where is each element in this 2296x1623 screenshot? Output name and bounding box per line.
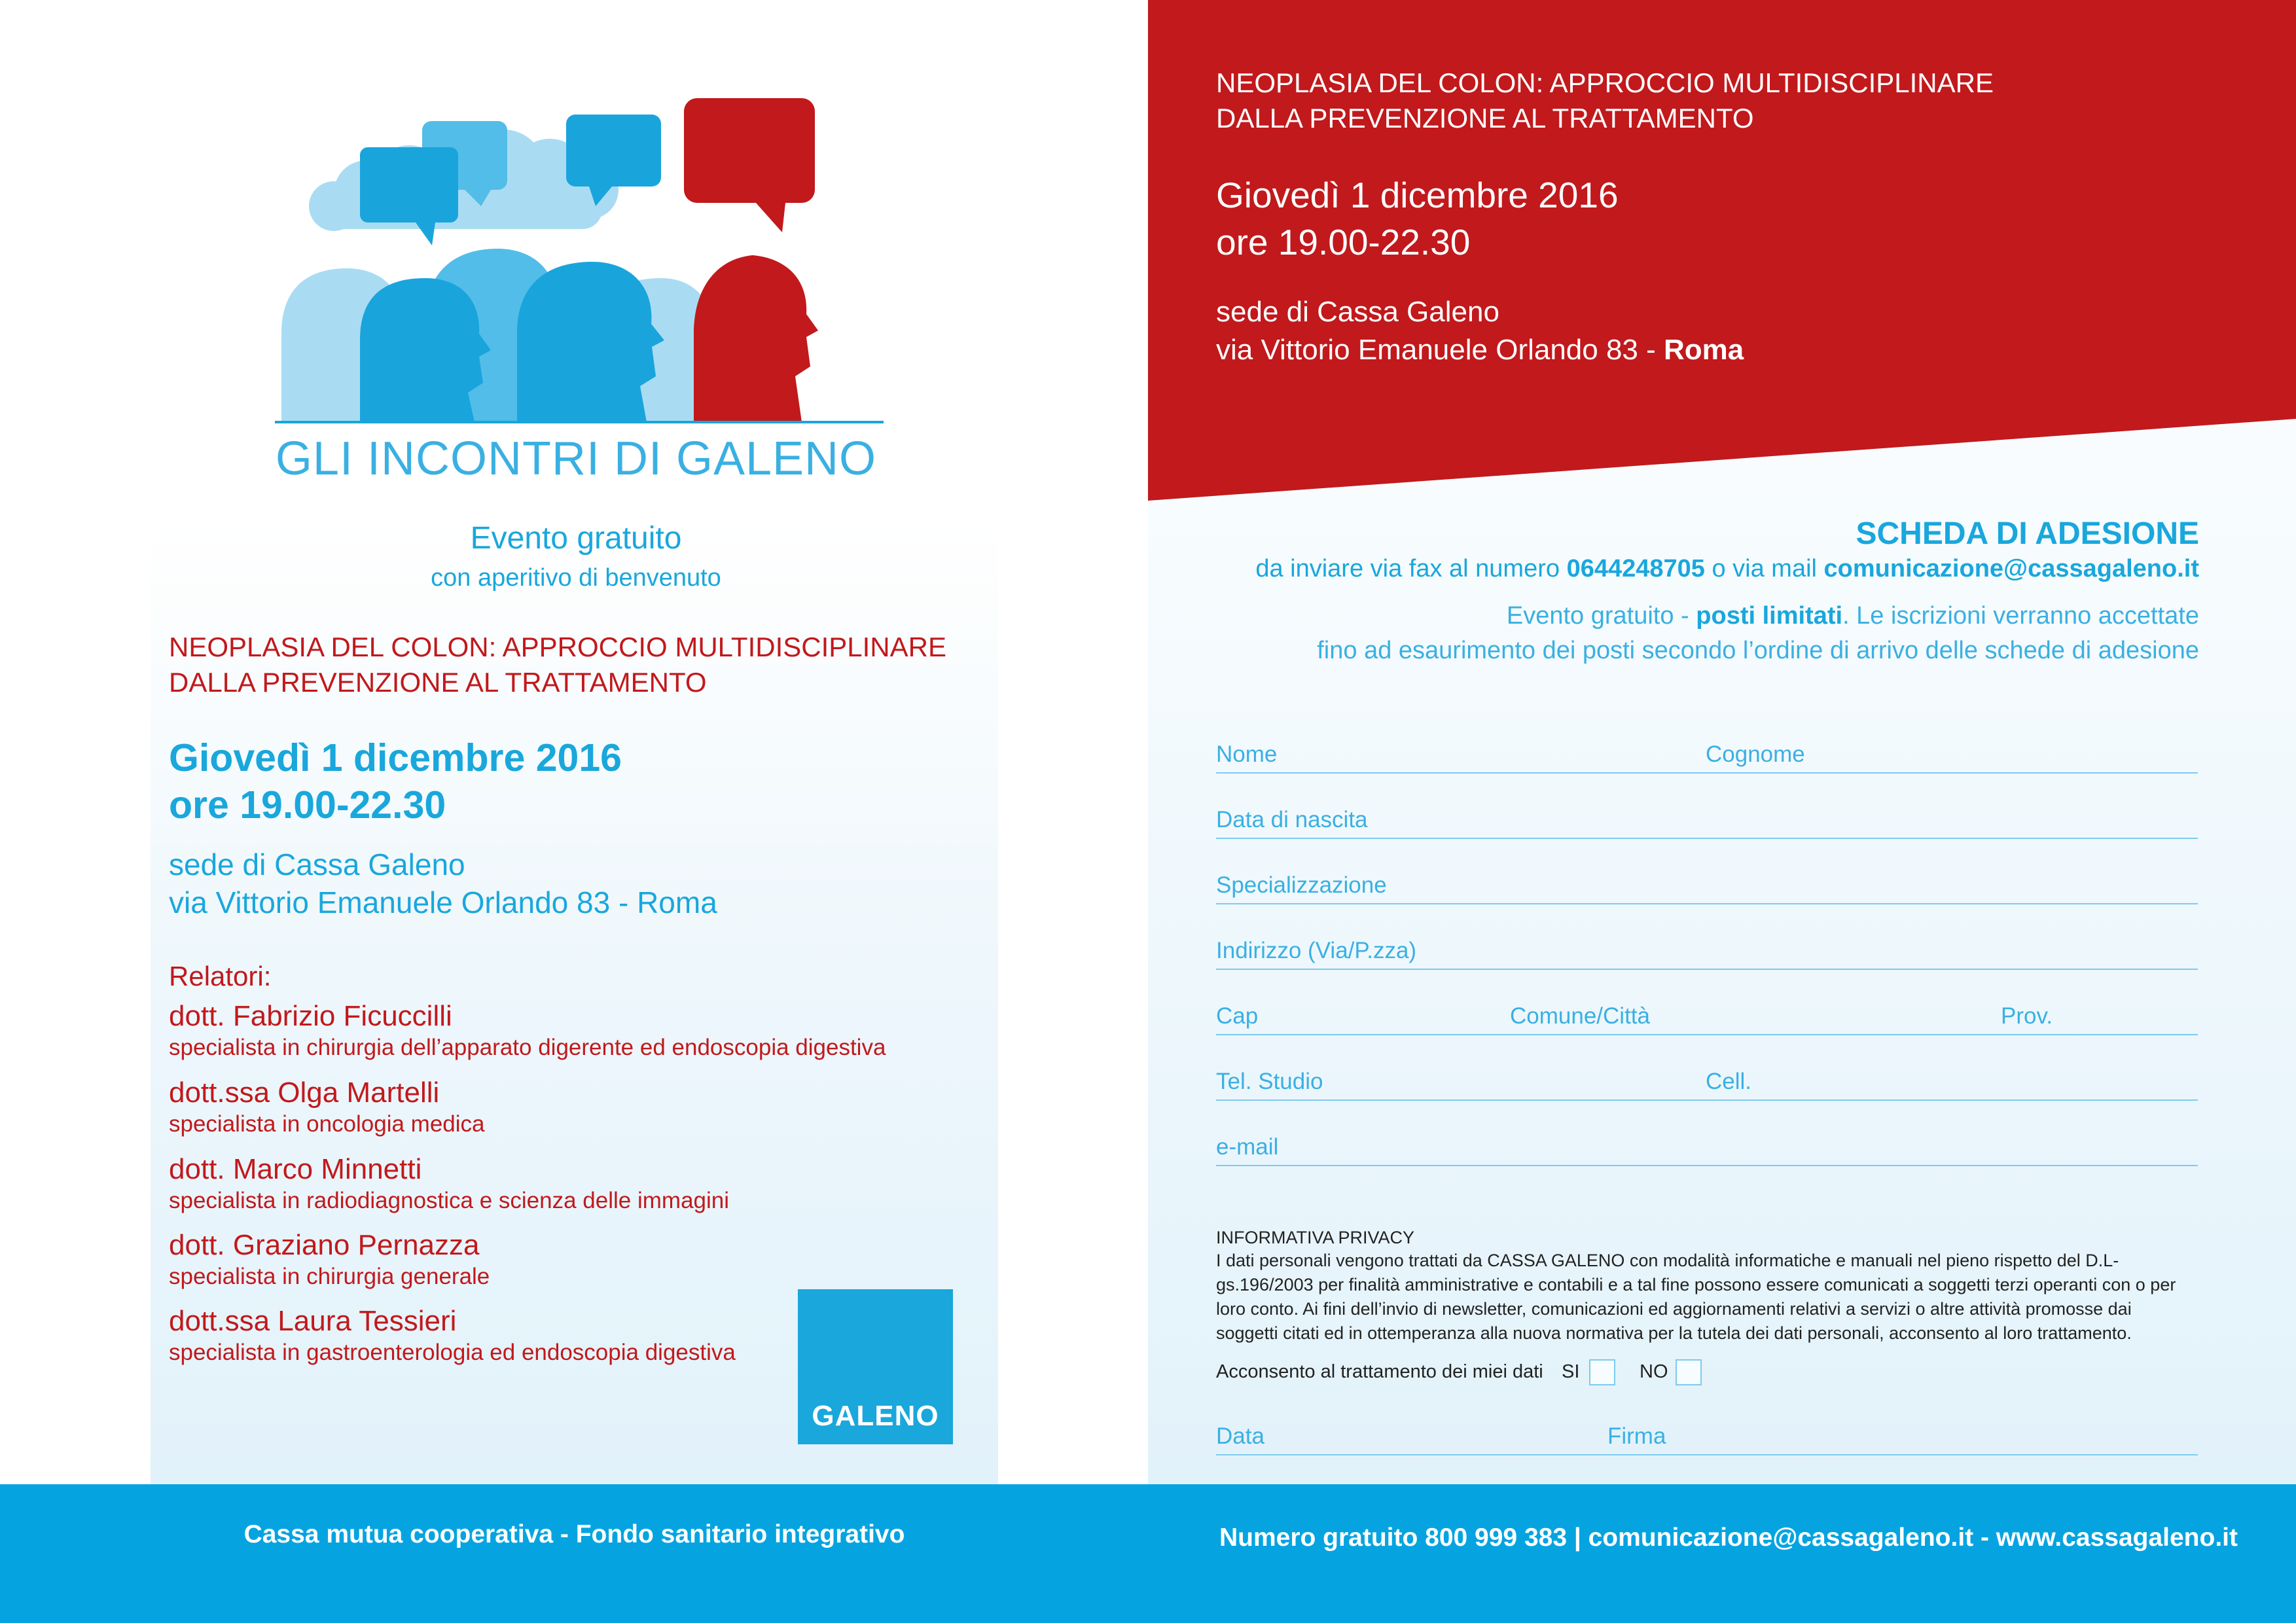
- field-label-indirizzo: Indirizzo (Via/P.zza): [1216, 938, 1417, 963]
- field-label-data: Data: [1216, 1423, 1265, 1449]
- footer-contacts: Numero gratuito 800 999 383 | comunicazione@cassagaleno.it - www.cassagaleno.it: [1219, 1524, 2238, 1552]
- speaker-specialty: specialista in radiodiagnostica e scienza delle immagini: [169, 1188, 730, 1213]
- speakers-heading: Relatori:: [169, 961, 272, 991]
- field-label-firma: Firma: [1607, 1423, 1666, 1449]
- fax-number: 0644248705: [1566, 555, 1705, 582]
- banner-venue-address: via Vittorio Emanuele Orlando 83 -: [1216, 334, 1664, 366]
- field-label-data-nascita: Data di nascita: [1216, 807, 1368, 832]
- speaker-name: dott. Marco Minnetti: [169, 1153, 422, 1185]
- footer-tagline: Cassa mutua cooperativa - Fondo sanitario integrativo: [243, 1520, 905, 1548]
- send-prefix: da inviare via fax al numero: [1255, 555, 1567, 582]
- speaker-specialty: specialista in chirurgia generale: [169, 1264, 490, 1289]
- consent-label: Acconsento al trattamento dei miei dati: [1216, 1361, 1543, 1382]
- event-title-line2: DALLA PREVENZIONE AL TRATTAMENTO: [169, 667, 707, 698]
- form-email-link[interactable]: comunicazione@cassagaleno.it: [1823, 555, 2199, 582]
- consent-yes-checkbox[interactable]: [1589, 1359, 1615, 1385]
- speaker-item: [169, 1228, 490, 1291]
- speaker-item: [169, 1075, 485, 1138]
- banner-venue-line2: [1216, 331, 1744, 369]
- banner-time-line: ore 19.00-22.30: [1216, 222, 1471, 262]
- event-date: [169, 734, 622, 829]
- note-suffix: . Le iscrizioni verranno accettate: [1842, 602, 2199, 630]
- galeno-logo-text: GALENO: [812, 1400, 939, 1432]
- event-title: [169, 630, 994, 700]
- venue-line1: sede di Cassa Galeno: [169, 847, 465, 882]
- galeno-logo: [798, 1289, 953, 1444]
- speaker-item: [169, 1152, 729, 1215]
- speaker-item: [169, 999, 886, 1061]
- people-heads-icon: [275, 249, 884, 422]
- field-label-cognome: Cognome: [1706, 741, 1805, 767]
- speaker-name: dott.ssa Olga Martelli: [169, 1077, 440, 1109]
- footer-bar: [0, 1484, 2296, 1623]
- field-label-cell: Cell.: [1706, 1069, 1752, 1094]
- specialization-input-line[interactable]: [1216, 903, 2198, 904]
- free-event-label: Evento gratuito: [470, 521, 682, 556]
- phone-input-line[interactable]: [1216, 1099, 2198, 1101]
- field-label-specializzazione: Specializzazione: [1216, 872, 1387, 898]
- banner-venue-city: Roma: [1664, 334, 1744, 366]
- event-time-line: ore 19.00-22.30: [169, 783, 446, 827]
- banner-title-line1: NEOPLASIA DEL COLON: APPROCCIO MULTIDISCIPLINARE: [1216, 67, 1994, 98]
- event-title-line1: NEOPLASIA DEL COLON: APPROCCIO MULTIDISCIPLINARE: [169, 632, 946, 662]
- incontri-logo-illustration: [268, 92, 890, 432]
- banner-date: [1216, 171, 1619, 266]
- speaker-specialty: specialista in oncologia medica: [169, 1111, 485, 1137]
- form-note-line2: fino ad esaurimento dei posti secondo l’ordine di arrivo delle schede di adesione: [1317, 637, 2199, 664]
- form-title: SCHEDA DI ADESIONE: [1856, 516, 2199, 551]
- form-note-line1: [1507, 602, 2199, 630]
- note-prefix: Evento gratuito -: [1506, 602, 1696, 630]
- consent-yes-label: SI: [1562, 1361, 1580, 1382]
- birthdate-input-line[interactable]: [1216, 838, 2198, 839]
- speaker-name: dott.ssa Laura Tessieri: [169, 1305, 457, 1337]
- aperitivo-label: con aperitivo di benvenuto: [431, 564, 721, 592]
- field-label-cap: Cap: [1216, 1003, 1259, 1029]
- speaker-specialty: specialista in gastroenterologia ed endoscopia digestiva: [169, 1340, 736, 1365]
- city-input-line[interactable]: [1216, 1034, 2198, 1035]
- send-mid: o via mail: [1704, 555, 1824, 582]
- banner-venue-line1: sede di Cassa Galeno: [1216, 296, 1499, 328]
- speaker-item: [169, 1304, 736, 1366]
- banner-date-line1: Giovedì 1 dicembre 2016: [1216, 175, 1619, 215]
- privacy-heading: INFORMATIVA PRIVACY: [1216, 1228, 1415, 1247]
- banner-title: [1216, 65, 1994, 136]
- speaker-name: dott. Graziano Pernazza: [169, 1229, 480, 1261]
- banner-venue: [1216, 293, 1744, 369]
- field-label-comune: Comune/Città: [1510, 1003, 1650, 1029]
- field-label-tel-studio: Tel. Studio: [1216, 1069, 1323, 1094]
- field-label-nome: Nome: [1216, 741, 1278, 767]
- name-input-line[interactable]: [1216, 772, 2198, 774]
- consent-no-checkbox[interactable]: [1676, 1359, 1702, 1385]
- address-input-line[interactable]: [1216, 969, 2198, 970]
- limited-seats: posti limitati: [1696, 602, 1843, 630]
- venue-line2: via Vittorio Emanuele Orlando 83 - Roma: [169, 885, 717, 919]
- logo-title: GLI INCONTRI DI GALENO: [275, 433, 877, 485]
- speaker-specialty: specialista in chirurgia dell’apparato digerente ed endoscopia digestiva: [169, 1035, 886, 1060]
- form-send-instructions: [1255, 555, 2199, 583]
- banner-title-line2: DALLA PREVENZIONE AL TRATTAMENTO: [1216, 103, 1754, 134]
- speaker-name: dott. Fabrizio Ficuccilli: [169, 1000, 452, 1032]
- email-input-line[interactable]: [1216, 1165, 2198, 1166]
- field-label-email: e-mail: [1216, 1134, 1279, 1160]
- event-venue: [169, 846, 717, 921]
- privacy-text: I dati personali vengono trattati da CASSA GALENO con modalità informatiche e manuali nel pieno rispetto del D.L-gs.196/2003 per finalità amministrative e contabili e a tal fine possono essere comunicati a soggetti terzi operanti con o per loro conto. Ai fini dell’invio di newsletter, comunicazioni ed aggiornamenti relativi a servizi o altre attività promosse dai soggetti citati ed in ottemperanza alla nuova normativa per la tutela dei dati personali, acconsento al loro trattamento.: [1216, 1251, 2176, 1343]
- field-label-prov: Prov.: [2001, 1003, 2053, 1029]
- signature-input-line[interactable]: [1216, 1454, 2198, 1455]
- consent-no-label: NO: [1640, 1361, 1668, 1382]
- event-date-line1: Giovedì 1 dicembre 2016: [169, 736, 622, 779]
